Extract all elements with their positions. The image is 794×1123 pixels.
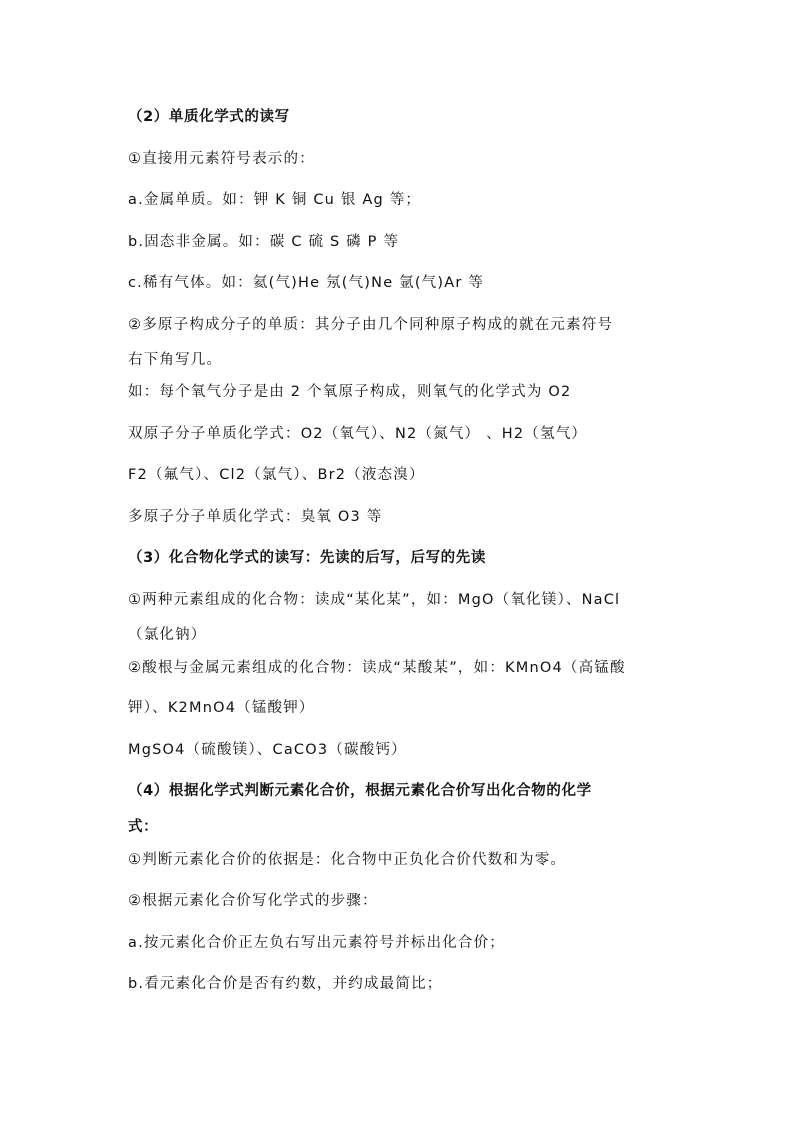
doc-line-10: F2（氟气）、Cl2（氯气）、Br2（液态溴）	[128, 467, 425, 483]
doc-line-2: ①直接用元素符号表示的：	[128, 151, 315, 167]
doc-line-15: ②酸根与金属元素组成的化合物：读成“某酸某”，如：KMnO4（高锰酸	[128, 660, 626, 676]
doc-line-13: ①两种元素组成的化合物：读成“某化某”，如：MgO（氧化镁）、NaCl	[128, 592, 621, 608]
doc-line-8: 如：每个氧气分子是由 2 个氧原子构成，则氧气的化学式为 O2	[128, 384, 572, 400]
doc-line-20: ①判断元素化合价的依据是：化合物中正负化合价代数和为零。	[128, 852, 567, 868]
doc-line-1: （2）单质化学式的读写	[128, 109, 290, 125]
doc-line-21: ②根据元素化合价写化学式的步骤：	[128, 893, 378, 909]
doc-line-19: 式：	[128, 819, 159, 835]
doc-line-22: a.按元素化合价正左负右写出元素符号并标出化合价；	[128, 935, 505, 951]
doc-line-17: MgSO4（硫酸镁）、CaCO3（碳酸钙）	[128, 742, 407, 758]
doc-line-9: 双原子分子单质化学式：O2（氧气）、N2（氮气） 、H2（氢气）	[128, 426, 588, 442]
doc-line-12: （3）化合物化学式的读写：先读的后写，后写的先读	[128, 550, 486, 566]
doc-line-11: 多原子分子单质化学式：臭氧 O3 等	[128, 509, 383, 525]
doc-line-5: c.稀有气体。如：氦(气)He 氖(气)Ne 氩(气)Ar 等	[128, 275, 485, 291]
doc-line-14: （氯化钠）	[128, 627, 207, 643]
doc-line-7: 右下角写几。	[128, 352, 223, 368]
doc-line-4: b.固态非金属。如：碳 C 硫 S 磷 P 等	[128, 234, 400, 250]
doc-line-23: b.看元素化合价是否有约数，并约成最简比；	[128, 976, 443, 992]
doc-line-16: 钾）、K2MnO4（锰酸钾）	[128, 700, 315, 716]
doc-line-6: ②多原子构成分子的单质：其分子由几个同种原子构成的就在元素符号	[128, 317, 614, 333]
doc-line-3: a.金属单质。如：钾 K 铜 Cu 银 Ag 等；	[128, 192, 422, 208]
doc-line-18: （4）根据化学式判断元素化合价，根据元素化合价写出化合物的化学	[128, 783, 592, 799]
